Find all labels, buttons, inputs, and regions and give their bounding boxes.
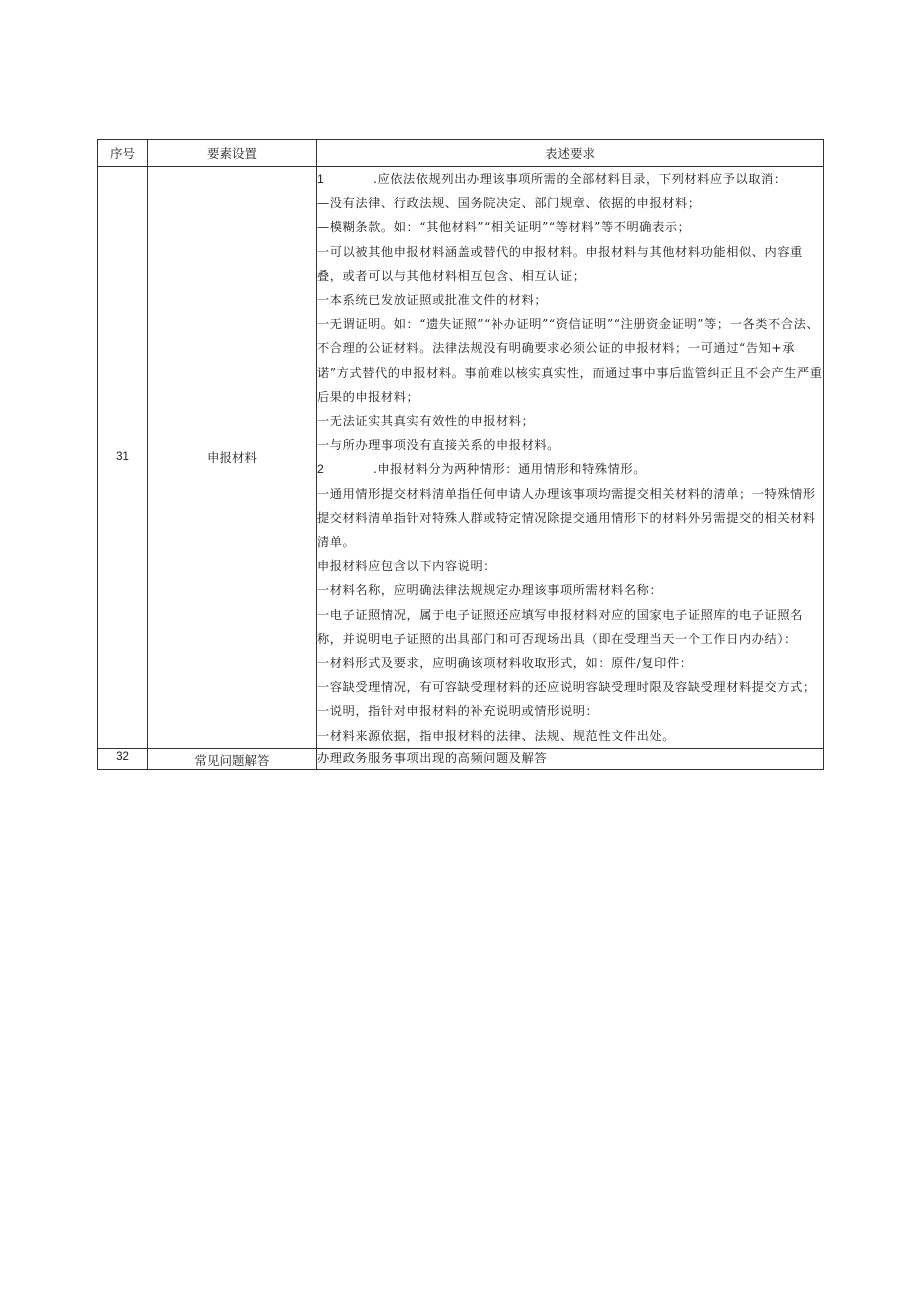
requirement-line: 一与所办理事项没有直接关系的申报材料。: [317, 438, 560, 453]
table-row: [98, 748, 824, 769]
requirement-line: —模糊条款。如：“其他材料”“相关证明”“等材料”等不明确表示；: [317, 220, 691, 235]
row-number: 31: [98, 167, 148, 749]
header-no: 序号: [98, 140, 148, 167]
requirement-line: 一本系统已发放证照或批准文件的材料；: [317, 293, 548, 308]
requirement-line: 一通用情形提交材料清单指任何申请人办理该事项均需提交相关材料的清单；一特殊情形提交材料清单指针对特殊人群或特定情况除提交通用情形下的材料外另需提交的相关材料清单。: [317, 486, 816, 550]
requirement-line: 一可以被其他申报材料涵盖或替代的申报材料。申报材料与其他材料功能相似、内容重叠，或者可以与其他材料相互包含、相互认证；: [317, 244, 803, 283]
row-element: 申报材料: [148, 167, 317, 749]
row-requirement: 办理政务服务事项出现的高频问题及解答: [317, 748, 824, 769]
requirement-line: 一电子证照情况，属于电子证照还应填写申报材料对应的国家电子证照库的电子证照名称，并说明电子证照的出具部门和可否现场出具（即在受理当天一个工作日内办结）：: [317, 607, 803, 646]
requirement-line: 一材料来源依据，指申报材料的法律、法规、规范性文件出处。: [317, 728, 676, 743]
item-number: 1: [317, 172, 324, 186]
requirement-line: 一说明，指针对申报材料的补充说明或情形说明：: [317, 704, 599, 719]
requirement-line: 1 .应依法依规列出办理该事项所需的全部材料目录，下列材料应予以取消：: [317, 167, 823, 191]
requirement-line: 一无法证实其真实有效性的申报材料；: [317, 414, 535, 429]
row-requirement: [317, 167, 824, 749]
item-number: 2: [317, 462, 324, 477]
requirement-line: 申报材料应包含以下内容说明：: [317, 559, 497, 574]
requirement-line: 一容缺受理情况，有可容缺受理材料的还应说明容缺受理时限及容缺受理材料提交方式；: [317, 680, 816, 695]
requirement-line: 一无谓证明。如：“遗失证照”“补办证明”“资信证明”“注册资金证明”等；一各类不合法、不合理的公证材料。法律法规没有明确要求必须公证的申报材料；一可通过“告知+承诺”方式替代的申报材料。事前难以核实真实性，而通过事中事后监管纠正且不会产生严重后果的申报材料；: [317, 317, 823, 404]
row-element: 常见问题解答: [148, 748, 317, 769]
requirement-line: 2 .申报材料分为两种情形：通用情形和特殊情形。: [317, 457, 823, 481]
table-header-row: [98, 140, 824, 167]
requirement-line: 一材料名称，应明确法律法规规定办理该事项所需材料名称：: [317, 583, 663, 598]
requirements-table: [97, 139, 824, 770]
table-row: [98, 167, 824, 749]
header-requirement: 表述要求: [317, 140, 824, 167]
row-number: 32: [98, 748, 148, 769]
requirement-line: 一材料形式及要求，应明确该项材料收取形式，如：原件/复印件：: [317, 656, 693, 671]
requirement-line: —没有法律、行政法规、国务院决定、部门规章、依据的申报材料；: [317, 196, 701, 211]
header-element: 要素设置: [148, 140, 317, 167]
